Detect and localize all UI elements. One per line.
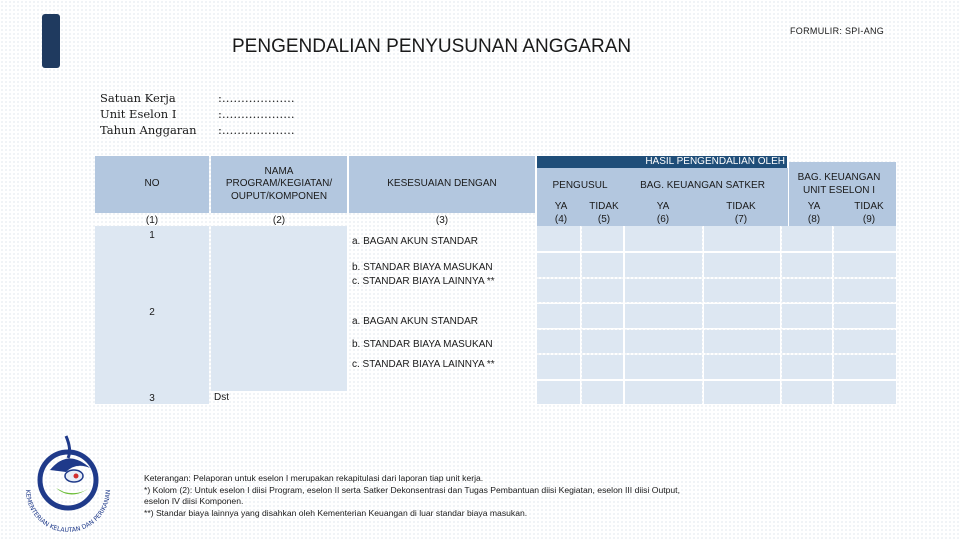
result-cell[interactable] [537, 330, 580, 353]
note-4: **) Standar biaya lainnya yang disahkan oleh Kementerian Keuangan di luar standar biaya masukan. [144, 507, 528, 518]
result-cell[interactable] [704, 304, 780, 328]
result-cell[interactable] [782, 304, 832, 328]
result-cell[interactable] [834, 226, 896, 251]
result-cell[interactable] [582, 304, 623, 328]
result-cell[interactable] [582, 279, 623, 302]
satuan-kerja-value[interactable]: :………………. [218, 91, 295, 105]
logo-text: KEMENTERIAN KELAUTAN DAN PERIKANAN [23, 489, 113, 535]
header-kesesuaian: KESESUAIAN DENGAN [349, 156, 535, 213]
header-ya-2: YA [656, 201, 670, 212]
row2-item-b: b. STANDAR BIAYA MASUKAN [352, 339, 493, 350]
result-cell[interactable] [582, 253, 623, 277]
tahun-anggaran-label: Tahun Anggaran [100, 123, 197, 137]
result-cell[interactable] [782, 355, 832, 379]
header-bag-satker: BAG. KEUANGAN SATKER [640, 180, 765, 191]
result-cell[interactable] [834, 330, 896, 353]
result-cell[interactable] [625, 355, 702, 379]
row1-item-c: c. STANDAR BIAYA LAINNYA ** [352, 276, 495, 287]
result-cell[interactable] [704, 381, 780, 404]
result-cell[interactable] [834, 355, 896, 379]
result-cell[interactable] [834, 381, 896, 404]
satuan-kerja-label: Satuan Kerja [100, 91, 176, 105]
tahun-anggaran-value[interactable]: :………………. [218, 123, 295, 137]
result-cell[interactable] [782, 381, 832, 404]
result-cell[interactable] [537, 279, 580, 302]
result-cell[interactable] [537, 381, 580, 404]
row-no-3: 3 [149, 393, 155, 404]
header-hasil: HASIL PENGENDALIAN OLEH [537, 156, 787, 168]
row1-item-a: a. BAGAN AKUN STANDAR [352, 236, 478, 247]
colnum-3: (3) [435, 215, 449, 226]
result-cell[interactable] [834, 279, 896, 302]
form-code: FORMULIR: SPI-ANG [790, 26, 885, 36]
ministry-logo [6, 428, 128, 536]
result-cell[interactable] [782, 226, 832, 251]
result-cell[interactable] [582, 381, 623, 404]
result-cell[interactable] [782, 330, 832, 353]
colnum-9: (9) [862, 214, 876, 225]
result-cell[interactable] [625, 330, 702, 353]
colnum-2: (2) [272, 215, 286, 226]
result-cell[interactable] [834, 253, 896, 277]
row2-item-a: a. BAGAN AKUN STANDAR [352, 316, 478, 327]
result-cell[interactable] [582, 355, 623, 379]
colnum-1: (1) [145, 215, 159, 226]
note-2: *) Kolom (2): Untuk eselon I diisi Program, eselon II serta Satker Dekonsentrasi dan Tugas Pembantuan diisi Kegiatan, eselon III diisi Output, [144, 484, 680, 495]
cell-nama[interactable] [211, 226, 347, 391]
result-cell[interactable] [625, 226, 702, 251]
note-1: Keterangan: Pelaporan untuk eselon I merupakan rekapitulasi dari laporan tiap unit kerja. [144, 473, 484, 483]
result-cell[interactable] [582, 330, 623, 353]
result-cell[interactable] [782, 279, 832, 302]
row2-item-c: c. STANDAR BIAYA LAINNYA ** [352, 359, 495, 370]
result-cell[interactable] [834, 304, 896, 328]
colnum-4: (4) [554, 214, 568, 225]
header-ya-1: YA [554, 201, 568, 212]
result-cell[interactable] [704, 355, 780, 379]
header-pengusul: PENGUSUL [552, 180, 608, 191]
header-tidak-2: TIDAK [726, 201, 756, 212]
unit-eselon-label: Unit Eselon I [100, 107, 177, 121]
row1-item-b: b. STANDAR BIAYA MASUKAN [352, 262, 493, 273]
row-no-2: 2 [149, 307, 155, 318]
colnum-5: (5) [597, 214, 611, 225]
row-no-1: 1 [149, 230, 155, 241]
result-cell[interactable] [537, 226, 580, 251]
colnum-7: (7) [734, 214, 748, 225]
row-dst: Dst [214, 392, 229, 403]
result-cell[interactable] [704, 253, 780, 277]
accent-bar [42, 14, 60, 68]
result-cell[interactable] [625, 279, 702, 302]
header-tidak-1: TIDAK [589, 201, 619, 212]
result-cell[interactable] [704, 279, 780, 302]
colnum-6: (6) [656, 214, 670, 225]
page-title: PENGENDALIAN PENYUSUNAN ANGGARAN [232, 36, 632, 57]
result-cell[interactable] [704, 226, 780, 251]
colnum-8: (8) [807, 214, 821, 225]
note-3: eselon IV diisi Komponen. [144, 496, 244, 507]
unit-eselon-value[interactable]: :………………. [218, 107, 295, 121]
result-cell[interactable] [537, 253, 580, 277]
result-cell[interactable] [625, 304, 702, 328]
result-cell[interactable] [782, 253, 832, 277]
notes [144, 473, 680, 519]
header-ya-3: YA [807, 201, 821, 212]
header-nama: NAMA PROGRAM/KEGIATAN/ OUPUT/KOMPONEN [211, 156, 347, 213]
result-cell[interactable] [625, 253, 702, 277]
result-cell[interactable] [625, 381, 702, 404]
result-cell[interactable] [537, 355, 580, 379]
result-cell[interactable] [704, 330, 780, 353]
header-tidak-3: TIDAK [854, 201, 884, 212]
header-no: NO [95, 156, 209, 213]
header-bag-eselon: BAG. KEUANGAN UNIT ESELON I [797, 172, 881, 196]
result-cell[interactable] [582, 226, 623, 251]
result-cell[interactable] [537, 304, 580, 328]
